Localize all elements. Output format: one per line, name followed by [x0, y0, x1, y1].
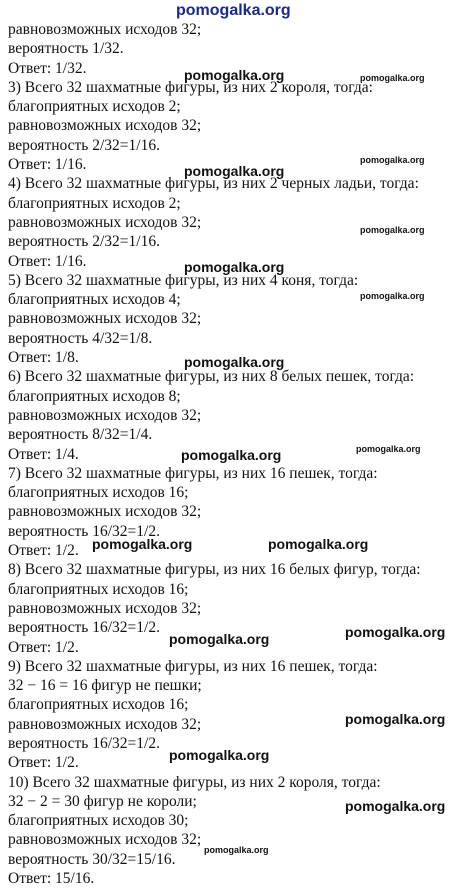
text-line: равновозможных исходов 32; [8, 213, 202, 231]
watermark: pomogalka.org [345, 798, 446, 814]
watermark: pomogalka.org [181, 447, 282, 463]
text-line: благоприятных исходов 16; [8, 484, 189, 502]
answer-line: Ответ: 1/2. [8, 542, 79, 560]
answer-line: Ответ: 1/16. [8, 252, 87, 270]
watermark: pomogalka.org [360, 155, 425, 165]
answer-line: Ответ: 1/16. [8, 156, 87, 174]
watermark: pomogalka.org [360, 291, 425, 301]
problem-statement-7: 7) Всего 32 шахматные фигуры, из них 16 пешек, тогда: [8, 464, 378, 482]
text-line: благоприятных исходов 4; [8, 291, 181, 309]
text-line: вероятность 1/32. [8, 40, 124, 58]
text-line: вероятность 30/32=15/16. [8, 850, 176, 868]
text-line: благоприятных исходов 16; [8, 580, 189, 598]
problem-statement-4: 4) Всего 32 шахматные фигуры, из них 2 черных ладьи, тогда: [8, 175, 419, 193]
watermark: pomogalka.org [184, 67, 285, 83]
text-line: вероятность 16/32=1/2. [8, 522, 160, 540]
watermark: pomogalka.org [204, 845, 269, 855]
text-line: вероятность 16/32=1/2. [8, 734, 160, 752]
text-line: 32 − 16 = 16 фигур не пешки; [8, 677, 202, 695]
text-line: вероятность 8/32=1/4. [8, 426, 153, 444]
problem-statement-3: 3) Всего 32 шахматные фигуры, из них 2 короля, тогда: [8, 78, 373, 96]
text-line: равновозможных исходов 32; [8, 406, 202, 424]
watermark: pomogalka.org [184, 354, 285, 370]
text-line: равновозможных исходов 32; [8, 503, 202, 521]
watermark: pomogalka.org [169, 631, 270, 647]
watermark: pomogalka.org [268, 536, 369, 552]
answer-line: Ответ: 1/2. [8, 754, 79, 772]
watermark: pomogalka.org [184, 163, 285, 179]
text-line: благоприятных исходов 8; [8, 387, 181, 405]
text-line: вероятность 2/32=1/16. [8, 136, 160, 154]
watermark: pomogalka.org [345, 624, 446, 640]
watermark: pomogalka.org [360, 225, 425, 235]
text-line: благоприятных исходов 2; [8, 194, 181, 212]
text-line: благоприятных исходов 16; [8, 696, 189, 714]
text-line: равновозможных исходов 32; [8, 599, 202, 617]
text-line: равновозможных исходов 32; [8, 310, 202, 328]
answer-line: Ответ: 1/32. [8, 59, 87, 77]
answer-line: Ответ: 1/2. [8, 638, 79, 656]
text-line: равновозможных исходов 32; [8, 21, 202, 38]
watermark: pomogalka.org [356, 444, 421, 454]
answer-line: Ответ: 15/16. [8, 870, 95, 888]
watermark: pomogalka.org [169, 747, 270, 763]
text-line: благоприятных исходов 2; [8, 98, 181, 116]
text-line: равновозможных исходов 32; [8, 831, 202, 849]
text-line: равновозможных исходов 32; [8, 715, 202, 733]
problem-statement-6: 6) Всего 32 шахматные фигуры, из них 8 белых пешек, тогда: [8, 368, 415, 386]
watermark: pomogalka.org [360, 73, 425, 83]
watermark: pomogalka.org [184, 259, 285, 275]
answer-line: Ответ: 1/4. [8, 445, 79, 463]
watermark: pomogalka.org [92, 536, 193, 552]
header-watermark: pomogalka.org [176, 2, 291, 19]
problem-statement-5: 5) Всего 32 шахматные фигуры, из них 4 коня, тогда: [8, 271, 359, 289]
text-line: благоприятных исходов 30; [8, 812, 189, 830]
problem-statement-8: 8) Всего 32 шахматные фигуры, из них 16 белых фигур, тогда: [8, 561, 421, 579]
text-line: вероятность 16/32=1/2. [8, 619, 160, 637]
answer-line: Ответ: 1/8. [8, 349, 79, 367]
problem-statement-10: 10) Всего 32 шахматные фигуры, из них 2 короля, тогда: [8, 773, 381, 791]
text-line: вероятность 4/32=1/8. [8, 329, 153, 347]
text-line: равновозможных исходов 32; [8, 117, 202, 135]
problem-statement-9: 9) Всего 32 шахматные фигуры, из них 16 пешек, тогда: [8, 657, 378, 675]
watermark: pomogalka.org [345, 711, 446, 727]
text-line: вероятность 2/32=1/16. [8, 233, 160, 251]
text-line: 32 − 2 = 30 фигур не короли; [8, 792, 197, 810]
